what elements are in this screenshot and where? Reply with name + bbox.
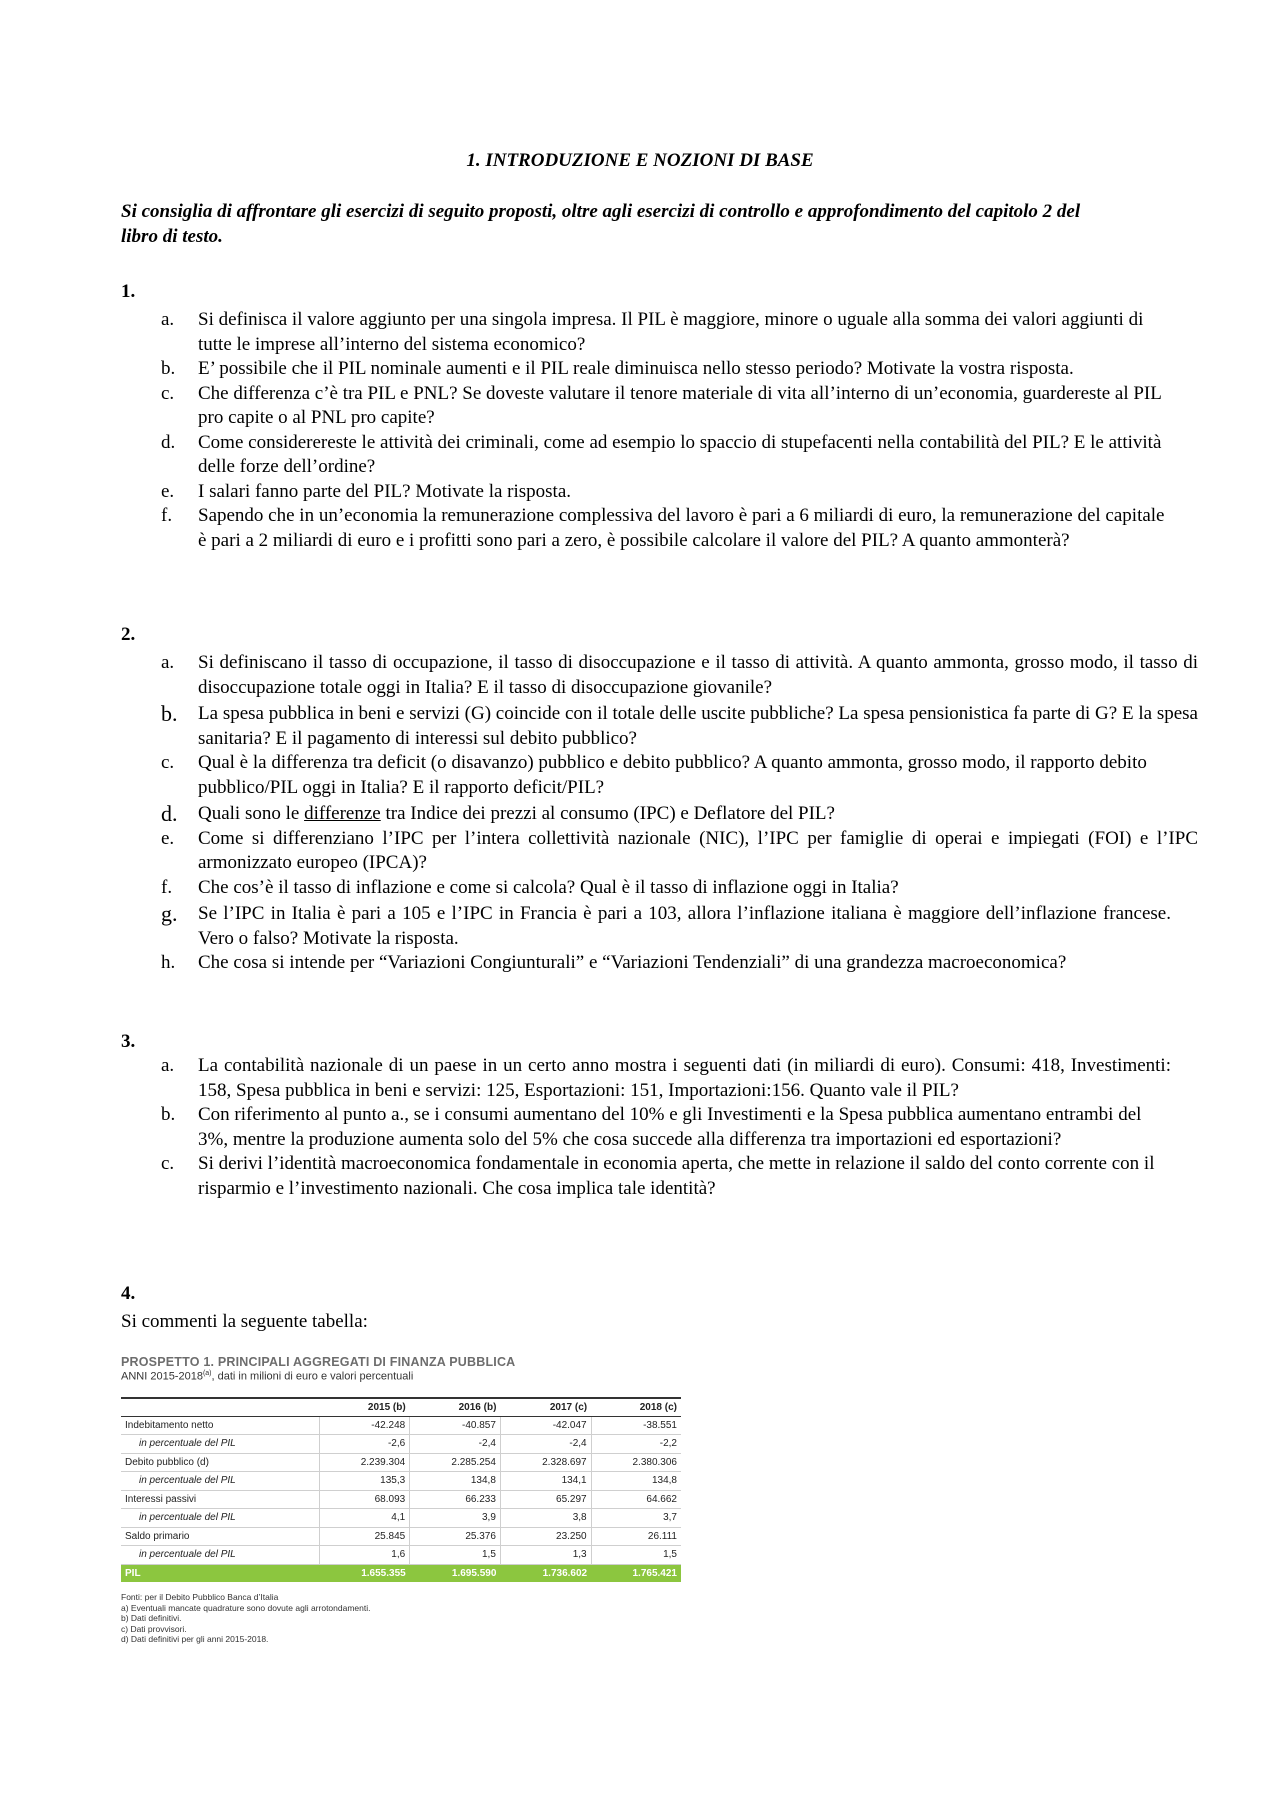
exercise-section-2 — [121, 623, 1198, 976]
row-label: in percentuale del PIL — [121, 1472, 319, 1491]
table-cell: -2,6 — [319, 1435, 410, 1454]
item-label: a. — [161, 1055, 175, 1076]
table-cell: 2.239.304 — [319, 1453, 410, 1472]
table-cell: -38.551 — [591, 1416, 681, 1435]
item-label: d. — [161, 431, 176, 453]
table-row — [121, 1527, 681, 1546]
table-cell: 1,3 — [500, 1546, 591, 1565]
item-text: Con riferimento al punto a., se i consumi aumentano del 10% e gli Investimenti e la Spesa pubblica aumentano entrambi del 3%, mentre la produzione aumenta solo del 5% che cosa succede alla differenza tra importazioni ed esportazioni? — [198, 1104, 1142, 1150]
item-text: Qual è la differenza tra deficit (o disavanzo) pubblico e debito pubblico? A quanto ammonta, grosso modo, il rapporto debito pubblico/PIL oggi in Italia? E il rapporto deficit/PIL? — [198, 752, 1147, 798]
table-cell: 134,8 — [410, 1472, 501, 1491]
table-cell: -42.047 — [500, 1416, 591, 1435]
table-cell: -2,4 — [410, 1435, 501, 1454]
note-line: d) Dati definitivi per gli anni 2015-2018. — [121, 1634, 269, 1645]
question-item — [121, 357, 1181, 382]
note-line: a) Eventuali mancate quadrature sono dovute agli arrotondamenti. — [121, 1602, 371, 1613]
table-cell: 1.695.590 — [410, 1564, 501, 1582]
table-cell: 2.380.306 — [591, 1453, 681, 1472]
item-label: b. — [161, 358, 176, 379]
table-cell: 68.093 — [319, 1490, 410, 1509]
table-row — [121, 1435, 681, 1454]
item-text: Che cos’è il tasso di inflazione e come si calcola? Qual è il tasso di inflazione oggi in Italia? — [198, 876, 899, 898]
table-row — [121, 1416, 681, 1435]
table-cell: 25.845 — [319, 1527, 410, 1546]
table-cell: 1,5 — [591, 1546, 681, 1565]
question-item — [121, 1054, 1181, 1103]
finance-table — [121, 1397, 681, 1583]
item-text: Come considerereste le attività dei criminali, come ad esempio lo spaccio di stupefacenti nella contabilità del PIL? E le attività delle forze dell’ordine? — [198, 431, 1162, 477]
section-number: 2. — [121, 624, 136, 645]
question-item — [121, 751, 1181, 800]
table-cell: 135,3 — [319, 1472, 410, 1491]
item-text: I salari fanno parte del PIL? Motivate la risposta. — [198, 480, 572, 502]
table-cell: 3,7 — [591, 1509, 681, 1528]
row-label: in percentuale del PIL — [121, 1509, 319, 1528]
table-cell: -2,4 — [500, 1435, 591, 1454]
table-row — [121, 1546, 681, 1565]
column-header: 2018 (c) — [591, 1398, 681, 1417]
subtitle-text: ANNI 2015-2018 — [121, 1370, 203, 1383]
item-text: Come si differenziano l’IPC per l’intera collettività nazionale (NIC), l’IPC per famiglie di operai e impiegati (FOI) e l’IPC armonizzato europeo (IPCA)? — [198, 827, 1198, 873]
item-text: Sapendo che in un’economia la remunerazione complessiva del lavoro è pari a 6 miliardi di euro, la remunerazione del capitale è pari a 2 miliardi di euro e i profitti sono pari a zero, è possibile calcolare il valore del PIL? A quanto ammonterà? — [198, 505, 1165, 551]
question-item — [121, 701, 1198, 751]
section-number: 1. — [121, 281, 136, 302]
table-cell: 1,6 — [319, 1546, 410, 1565]
item-text-part: Quali sono le — [198, 803, 305, 824]
item-label: a. — [161, 309, 175, 330]
row-label: Interessi passivi — [121, 1490, 319, 1509]
table-row — [121, 1472, 681, 1491]
item-text-part: tra Indice dei prezzi al consumo (IPC) e Deflatore del PIL? — [380, 803, 835, 824]
table-cell: 4,1 — [319, 1509, 410, 1528]
row-label: Debito pubblico (d) — [121, 1453, 319, 1472]
table-cell: 2.328.697 — [500, 1453, 591, 1472]
question-item — [121, 1103, 1181, 1152]
item-label: h. — [161, 952, 176, 973]
item-text: Si definiscano il tasso di occupazione, il tasso di disoccupazione e il tasso di attività. A quanto ammonta, grosso modo, il tasso di disoccupazione totale oggi in Italia? E il tasso di disoccupazione giovanile? — [198, 652, 1198, 698]
item-label: c. — [161, 1153, 175, 1174]
table-notes — [121, 1592, 681, 1645]
item-text: La spesa pubblica in beni e servizi (G) coincide con il totale delle uscite pubbliche? La spesa pensionistica fa parte di G? E la spesa sanitaria? E il pagamento di interessi sul debito pubblico? — [198, 703, 1198, 749]
table-cell: 65.297 — [500, 1490, 591, 1509]
table-subtitle — [121, 1370, 681, 1383]
question-item — [121, 1152, 1181, 1201]
item-label: d. — [161, 801, 178, 826]
item-label: b. — [161, 1104, 176, 1125]
subtitle-footnote-ref: (a) — [202, 1370, 212, 1377]
table-cell: 1.765.421 — [591, 1564, 681, 1582]
question-item — [121, 431, 1181, 480]
question-item — [121, 480, 1181, 505]
note-line: c) Dati provvisori. — [121, 1623, 187, 1634]
note-line: Fonti: per il Debito Pubblico Banca d’Italia — [121, 1592, 279, 1603]
row-label: Saldo primario — [121, 1527, 319, 1546]
column-header: 2015 (b) — [319, 1398, 410, 1417]
finance-table-figure — [121, 1355, 681, 1645]
item-label: f. — [161, 876, 173, 898]
exercise-section-4 — [121, 1282, 1181, 1334]
column-header — [121, 1398, 319, 1417]
item-text: Se l’IPC in Italia è pari a 105 e l’IPC in Francia è pari a 103, allora l’inflazione italiana è maggiore dell’inflazione francese. Vero o falso? Motivate la risposta. — [198, 903, 1171, 949]
item-text: Che differenza c’è tra PIL e PNL? Se doveste valutare il tenore materiale di vita all’interno di un’economia, guardereste al PIL pro capite o al PNL pro capite? — [198, 382, 1162, 428]
item-text: Si definisca il valore aggiunto per una singola impresa. Il PIL è maggiore, minore o uguale alla somma dei valori aggiunti di tutte le imprese all’interno del sistema economico? — [198, 309, 1144, 355]
table-cell: 64.662 — [591, 1490, 681, 1509]
column-header: 2016 (b) — [410, 1398, 501, 1417]
table-row — [121, 1453, 681, 1472]
row-label: in percentuale del PIL — [121, 1546, 319, 1565]
item-text: E’ possibile che il PIL nominale aumenti e il PIL reale diminuisca nello stesso periodo? Motivate la vostra risposta. — [198, 358, 1074, 379]
row-label: PIL — [121, 1564, 319, 1582]
table-cell: 23.250 — [500, 1527, 591, 1546]
table-cell: 134,1 — [500, 1472, 591, 1491]
table-cell: -2,2 — [591, 1435, 681, 1454]
page-title: 1. INTRODUZIONE E NOZIONI DI BASE — [466, 150, 814, 171]
table-header-row — [121, 1398, 681, 1417]
item-text — [198, 802, 1171, 827]
table-row-pil — [121, 1564, 681, 1582]
section-number: 4. — [121, 1283, 136, 1304]
note-line: b) Dati definitivi. — [121, 1613, 182, 1624]
row-label: in percentuale del PIL — [121, 1435, 319, 1454]
table-cell: 3,9 — [410, 1509, 501, 1528]
item-text: La contabilità nazionale di un paese in un certo anno mostra i seguenti dati (in miliardi di euro). Consumi: 418, Investimenti: 158, Spesa pubblica in beni e servizi: 125, Esportazioni: 151, Importazioni:156. Quanto vale il PIL? — [198, 1055, 1171, 1101]
table-cell: 25.376 — [410, 1527, 501, 1546]
question-item — [121, 504, 1181, 553]
table-cell: 1.655.355 — [319, 1564, 410, 1582]
question-item — [121, 651, 1198, 700]
table-row — [121, 1490, 681, 1509]
item-label: c. — [161, 382, 175, 404]
question-item — [121, 902, 1181, 951]
column-header: 2017 (c) — [500, 1398, 591, 1417]
item-label: e. — [161, 480, 175, 502]
item-label: a. — [161, 652, 175, 673]
question-item — [121, 382, 1181, 431]
table-cell: 1.736.602 — [500, 1564, 591, 1582]
table-row — [121, 1509, 681, 1528]
question-item — [121, 951, 1181, 976]
exercise-section-1 — [121, 280, 1181, 553]
table-cell: 3,8 — [500, 1509, 591, 1528]
table-cell: 134,8 — [591, 1472, 681, 1491]
exercise-section-3 — [121, 1030, 1181, 1201]
item-text: Si derivi l’identità macroeconomica fondamentale in economia aperta, che mette in relazione il saldo del conto corrente con il risparmio e l’investimento nazionali. Che cosa implica tale identità? — [198, 1153, 1155, 1199]
item-label: f. — [161, 505, 173, 526]
question-item — [121, 876, 1181, 901]
question-item — [121, 802, 1181, 827]
table-cell: 66.233 — [410, 1490, 501, 1509]
table-cell: 1,5 — [410, 1546, 501, 1565]
subtitle-text: , dati in milioni di euro e valori percentuali — [211, 1370, 414, 1383]
table-title: PROSPETTO 1. PRINCIPALI AGGREGATI DI FINANZA PUBBLICA — [121, 1355, 516, 1369]
section-number: 3. — [121, 1031, 136, 1052]
item-label: e. — [161, 827, 175, 849]
item-text: Che cosa si intende per “Variazioni Congiunturali” e “Variazioni Tendenziali” di una grandezza macroeconomica? — [198, 952, 1067, 973]
question-item — [121, 827, 1198, 876]
table-comment-prompt: Si commenti la seguente tabella: — [121, 1311, 368, 1332]
table-cell: -42.248 — [319, 1416, 410, 1435]
row-label: Indebitamento netto — [121, 1416, 319, 1435]
underlined-word: differenze — [304, 803, 381, 824]
item-label: c. — [161, 752, 175, 773]
question-item — [121, 308, 1181, 357]
table-cell: -40.857 — [410, 1416, 501, 1435]
table-cell: 26.111 — [591, 1527, 681, 1546]
table-cell: 2.285.254 — [410, 1453, 501, 1472]
intro-paragraph: Si consiglia di affrontare gli esercizi di seguito proposti, oltre agli esercizi di controllo e approfondimento del capitolo 2 del libro di testo. — [121, 201, 1081, 247]
item-label: g. — [161, 901, 178, 926]
item-label: b. — [161, 701, 178, 726]
